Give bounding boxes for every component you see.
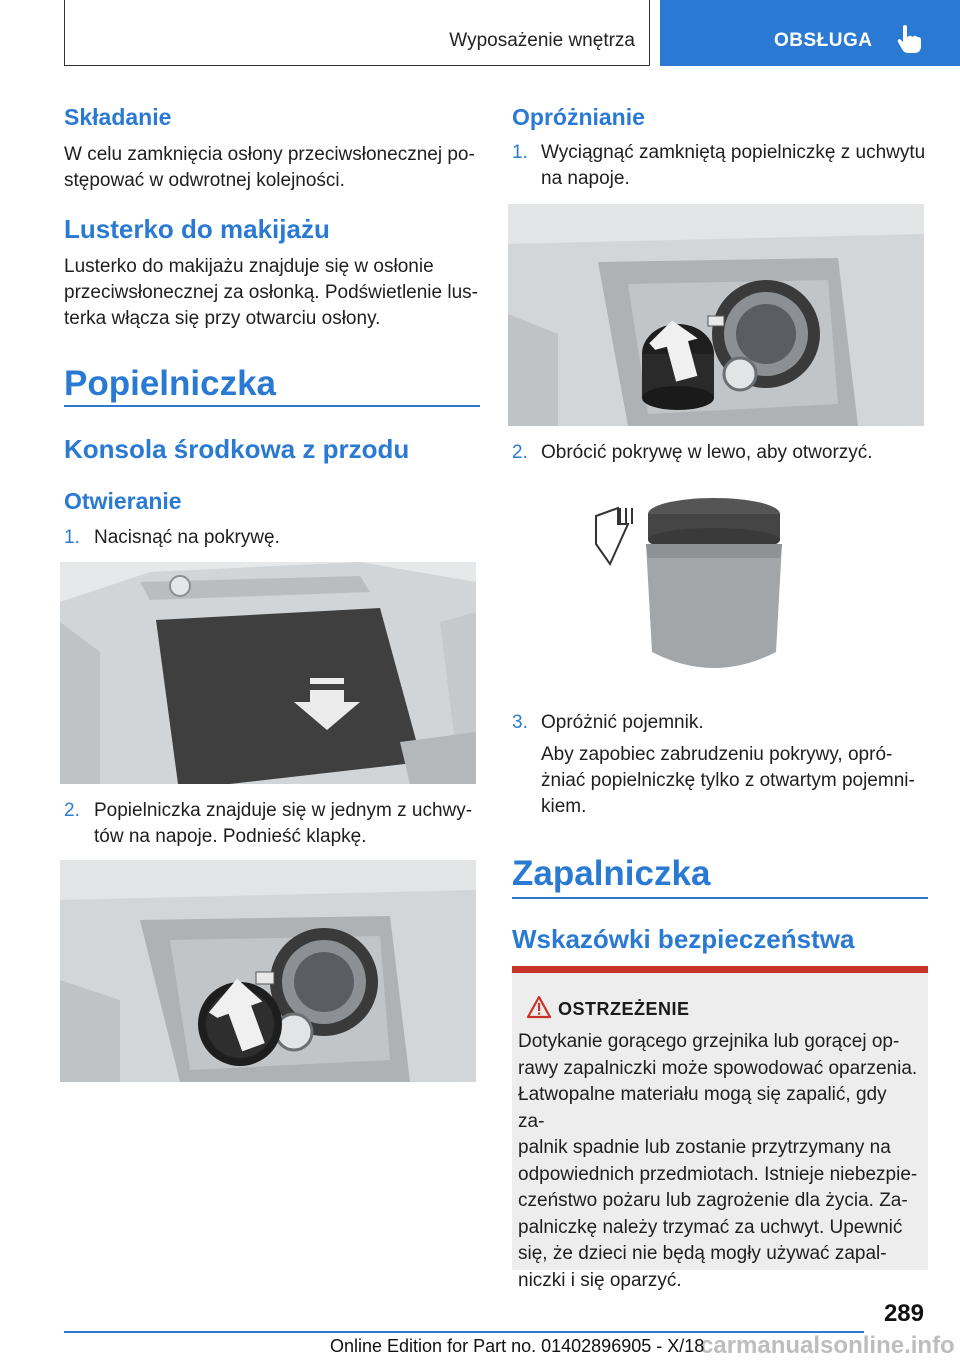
paragraph-skladanie <box>64 142 480 194</box>
warning-box <box>512 966 928 1291</box>
heading-popielniczka: Popielniczka <box>64 364 277 403</box>
heading-skladanie: Składanie <box>64 104 172 130</box>
heading-lusterko: Lusterko do makijażu <box>64 214 330 244</box>
text-line: żniać popielniczkę tylko z otwartym pojemni- <box>541 770 915 791</box>
header-chapter-tab[interactable] <box>660 0 960 66</box>
text-line: przeciwsłonecznej za osłonką. Podświetlenie lus- <box>64 282 478 303</box>
header-chapter-label: OBSŁUGA <box>774 30 873 51</box>
hand-pointer-icon <box>896 24 922 54</box>
step-text: Nacisnąć na pokrywę. <box>94 527 280 548</box>
page-number: 289 <box>883 1300 924 1327</box>
text-line: terka włącza się przy otwarciu osłony. <box>64 308 381 329</box>
photo-pull-out <box>508 204 924 426</box>
text-line: czeństwo pożaru lub zagrożenie dla życia. Za- <box>518 1190 908 1211</box>
text-line: niczki i się oparzyć. <box>518 1269 682 1291</box>
watermark: carmanualsonline.info <box>700 1332 955 1359</box>
text-line: rawy zapalniczki może spowodować oparzenia. <box>518 1057 918 1079</box>
text-line: się, że dzieci nie będą mogły używać zapal- <box>518 1243 887 1264</box>
text-line: na napoje. <box>541 168 630 189</box>
heading-otwieranie: Otwieranie <box>64 488 182 514</box>
step-number: 1. <box>512 142 528 163</box>
text-line: tów na napoje. Podnieść klapkę. <box>94 826 367 847</box>
heading-wskazowki: Wskazówki bezpieczeństwa <box>512 924 855 954</box>
warning-triangle-icon <box>526 995 552 1019</box>
heading-konsola: Konsola środkowa z przodu <box>64 434 410 464</box>
text-line: odpowiednich przedmiotach. Istnieje niebezpie- <box>518 1163 918 1185</box>
section-rule <box>64 405 480 407</box>
step-number: 1. <box>64 527 80 548</box>
warning-title: OSTRZEŻENIE <box>558 999 690 1019</box>
photo-press-lid <box>60 562 476 784</box>
footer-edition: Online Edition for Part no. 01402896905 - X/18 <box>330 1336 705 1356</box>
text-line: Aby zapobiec zabrudzeniu pokrywy, opró- <box>541 744 893 765</box>
text-line: palnik spadnie lub zostanie przytrzymany na <box>518 1137 891 1158</box>
header-section-box <box>64 0 650 66</box>
header-section-title: Wyposażenie wnętrza <box>449 30 635 51</box>
paragraph-lusterko <box>64 254 480 332</box>
step-text <box>94 798 480 850</box>
heading-zapalniczka: Zapalniczka <box>512 854 711 893</box>
step-text <box>541 140 928 192</box>
text-line: Popielniczka znajduje się w jednym z uchwy- <box>94 800 473 821</box>
heading-oproznianie: Opróżnianie <box>512 104 645 130</box>
text-line: Lusterko do makijażu znajduje się w osłonie <box>64 256 434 277</box>
text-line: stępować w odwrotnej kolejności. <box>64 170 345 191</box>
step-number: 3. <box>512 712 528 733</box>
step-text: Opróżnić pojemnik. <box>541 712 704 733</box>
text-line: palniczkę należy trzymać za uchwyt. Upewnić <box>518 1216 903 1238</box>
text-line: Wyciągnąć zamkniętą popielniczkę z uchwytu <box>541 142 926 163</box>
photo-lift-flap <box>60 860 476 1082</box>
text-line: kiem. <box>541 796 587 817</box>
section-rule <box>512 897 928 899</box>
text-line: W celu zamknięcia osłony przeciwsłonecznej po- <box>64 144 475 165</box>
text-line: Dotykanie gorącego grzejnika lub gorącej op- <box>518 1031 900 1052</box>
warning-body <box>518 1029 918 1294</box>
text-line: Łatwopalne materiału mogą się zapalić, gdy za- <box>518 1084 887 1132</box>
step-number: 2. <box>512 442 528 463</box>
step-text: Obrócić pokrywę w lewo, aby otworzyć. <box>541 442 873 463</box>
illustration-cup <box>590 494 790 680</box>
step-number: 2. <box>64 800 80 821</box>
step-note <box>541 742 928 820</box>
